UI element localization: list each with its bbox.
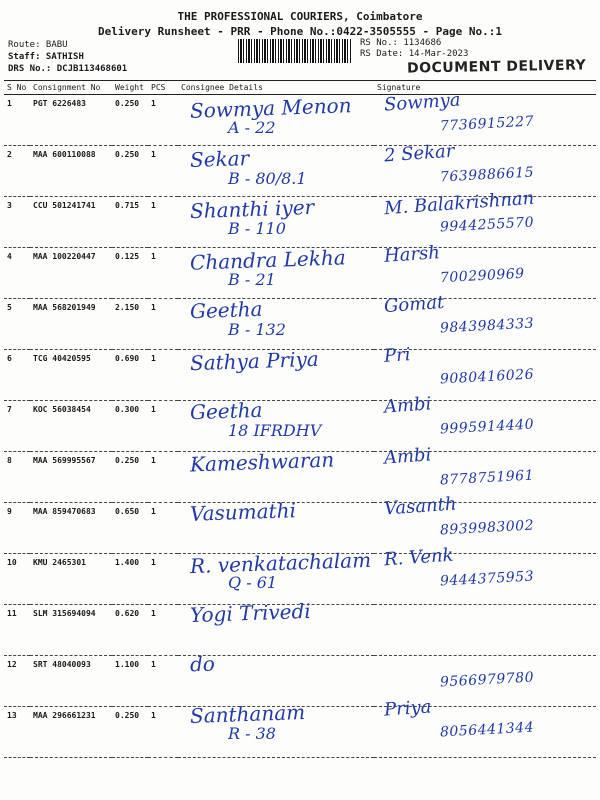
consignee-name: Shanthi iyer (189, 194, 315, 224)
consignee-name: Sathya Priya (189, 346, 320, 375)
cell-consignment: CCU 501241741 (30, 197, 112, 248)
consignee-address: B - 80/8.1 (228, 168, 307, 188)
consignee-name: Kameshwaran (189, 446, 335, 477)
signature-scribble: Priya (383, 696, 433, 721)
cell-sno: 2 (4, 146, 30, 197)
consignee-name: Santhanam (189, 699, 306, 729)
cell-weight: 0.250 (112, 452, 148, 503)
route-label: Route: BABU (8, 40, 68, 50)
col-header-sno: S No (4, 81, 30, 95)
consignee-name: Yogi Trivedi (189, 598, 312, 628)
cell-weight: 1.400 (112, 554, 148, 605)
cell-consignment: KOC 56038454 (30, 401, 112, 452)
cell-pcs: 1 (148, 299, 178, 350)
barcode (238, 39, 352, 63)
phone-number: 9995914440 (439, 416, 535, 438)
signature-scribble: 2 Sekar (383, 140, 456, 166)
cell-pcs: 1 (148, 503, 178, 554)
phone-number: 9444375953 (439, 568, 535, 589)
consignee-address: A - 22 (228, 118, 276, 137)
table-header-row (4, 81, 596, 95)
cell-weight: 0.300 (112, 401, 148, 452)
cell-pcs: 1 (148, 350, 178, 401)
cell-sno: 5 (4, 299, 30, 350)
consignee-address: R - 38 (228, 724, 276, 743)
cell-weight: 0.690 (112, 350, 148, 401)
cell-consignment: MAA 569995567 (30, 452, 112, 503)
cell-sno: 8 (4, 452, 30, 503)
phone-number: 9944255570 (439, 214, 535, 236)
staff-label: Staff: SATHISH (8, 52, 84, 62)
cell-signature (374, 605, 596, 656)
consignee-name: Chandra Lekha (189, 244, 347, 275)
cell-consignment: TCG 40420595 (30, 350, 112, 401)
cell-consignment: MAA 859470683 (30, 503, 112, 554)
signature-scribble: Vasanth (383, 493, 458, 520)
col-header-pcs: PCS (148, 81, 178, 95)
rs-date: RS Date: 14-Mar-2023 (360, 49, 469, 59)
consignee-address: Q - 61 (228, 572, 278, 592)
phone-number: 7736915227 (439, 113, 535, 135)
cell-pcs: 1 (148, 605, 178, 656)
cell-weight: 0.620 (112, 605, 148, 656)
cell-pcs: 1 (148, 95, 178, 146)
phone-number: 7639886615 (439, 164, 535, 185)
col-header-consignment: Consignment No (30, 81, 112, 95)
signature-scribble: Ambi (383, 393, 433, 418)
cell-pcs: 1 (148, 197, 178, 248)
cell-consignment: SLM 315694094 (30, 605, 112, 656)
rs-number: RS No.: 1134686 (360, 38, 442, 48)
phone-number: 9566979780 (439, 669, 535, 690)
cell-weight: 0.250 (112, 146, 148, 197)
cell-sno: 6 (4, 350, 30, 401)
signature-scribble: Gomat (383, 291, 445, 318)
signature-scribble: R. Venk (383, 544, 455, 570)
cell-sno: 1 (4, 95, 30, 146)
col-header-signature: Signature (374, 81, 596, 95)
consignee-address: B - 110 (228, 219, 286, 238)
cell-weight: 0.650 (112, 503, 148, 554)
cell-weight: 1.100 (112, 656, 148, 707)
cell-pcs: 1 (148, 656, 178, 707)
consignee-name: Geetha (189, 296, 263, 324)
phone-number: 700290969 (439, 265, 526, 286)
document-delivery-stamp: DOCUMENT DELIVERY (406, 57, 587, 77)
cell-weight: 0.125 (112, 248, 148, 299)
phone-number: 9080416026 (439, 366, 535, 387)
cell-sno: 11 (4, 605, 30, 656)
cell-consignment: MAA 100220447 (30, 248, 112, 299)
signature-scribble: Harsh (383, 241, 441, 267)
cell-weight: 0.715 (112, 197, 148, 248)
cell-consignment: PGT 6226483 (30, 95, 112, 146)
phone-number: 9843984333 (439, 315, 535, 337)
cell-consignment: KMU 2465301 (30, 554, 112, 605)
cell-consignment: MAA 296661231 (30, 707, 112, 758)
cell-sno: 9 (4, 503, 30, 554)
signature-scribble: Pri (383, 343, 412, 367)
consignee-name: Sowmya Menon (189, 93, 352, 123)
consignee-address: B - 21 (228, 269, 276, 289)
cell-sno: 3 (4, 197, 30, 248)
consignee-name: Vasumathi (189, 498, 297, 526)
consignee-name: R. venkatachalam (189, 547, 372, 578)
cell-pcs: 1 (148, 452, 178, 503)
phone-number: 8056441344 (439, 719, 535, 741)
signature-scribble: Ambi (383, 443, 433, 469)
cell-sno: 13 (4, 707, 30, 758)
cell-pcs: 1 (148, 248, 178, 299)
col-header-consignee: Consignee Details (178, 81, 374, 95)
cell-consignment: MAA 600110088 (30, 146, 112, 197)
runsheet-subtitle: Delivery Runsheet - PRR - Phone No.:0422-3505555 - Page No.:1 (98, 25, 502, 38)
cell-weight: 0.250 (112, 707, 148, 758)
cell-consignment: MAA 568201949 (30, 299, 112, 350)
consignee-name: do (189, 651, 216, 676)
cell-sno: 7 (4, 401, 30, 452)
cell-weight: 0.250 (112, 95, 148, 146)
cell-pcs: 1 (148, 401, 178, 452)
consignee-name: Sekar (189, 145, 250, 172)
consignee-address: 18 IFRDHV (228, 421, 322, 440)
company-title: THE PROFESSIONAL COURIERS, Coimbatore (177, 10, 423, 23)
col-header-weight: Weight (112, 81, 148, 95)
cell-pcs: 1 (148, 554, 178, 605)
cell-sno: 4 (4, 248, 30, 299)
cell-pcs: 1 (148, 707, 178, 758)
drs-number: DRS No.: DCJB113468601 (8, 64, 128, 74)
consignee-name: Geetha (189, 397, 263, 425)
cell-sno: 12 (4, 656, 30, 707)
consignee-address: B - 132 (228, 320, 286, 339)
cell-pcs: 1 (148, 146, 178, 197)
cell-consignment: SRT 48040093 (30, 656, 112, 707)
signature-scribble: M. Balakrishnan (383, 187, 535, 220)
cell-sno: 10 (4, 554, 30, 605)
phone-number: 8939983002 (439, 517, 535, 539)
cell-weight: 2.150 (112, 299, 148, 350)
signature-scribble: Sowmya (383, 89, 462, 116)
phone-number: 8778751961 (439, 467, 535, 488)
